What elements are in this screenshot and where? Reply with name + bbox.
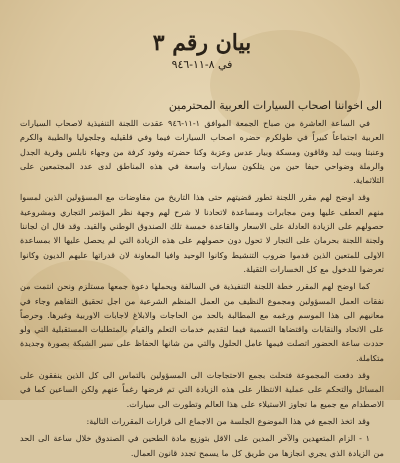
document-date: في ٨-١١-٩٤٦ (171, 58, 233, 71)
paragraph-3: كما اوضح لهم المقرر خطة اللجنة التنفيذية في السالفة ويحملها دعوة جمعها مستلزم ونحن انتمت من نفقات العمل المسؤولين ومجموع النظيف من العمل المنظم الشرعية من اجل تحقيق التفاهم وجاء في معانيهم الى هذا الموسم ورغمه مع المطالبة بالحد من الحاجات والابلاغ لاجابات الاوربية وغيرها. وحرصاً على الاتحاد والنقابات واقتضاها التسمية فيما لتقديم خدمات التعلم والقيام بالمتطلبات المستقبلية التي ولو حددت ساعة الحضور اتصلت فيمها عامل الحلول والتي من شانها الحفاظ على سير الشبكة بصورة وجديدة متكاملة. (20, 281, 384, 363)
paragraph-2: وقد اوضح لهم مقرر اللجنة تطور قضيتهم حتى هذا التاريخ من مفاوضات مع المسؤولين الذين لمسوا منهم العطف عليها ومن مجابرات ومساعدة لاتحادنا لا شرح لهم وجهة نظر المؤتمر التجاري ومشروعية حصولهم على الزيادة العادلة على الاسعار والقاعدة خمسة تلك الصندوق الوطني والقيد. وقد قال ان لجاننا ولجنة اللجنة بحرمان على التجار لا تحول دون حصولهم على هذه الزيادة التي لم يحصل عليها الا بمساعدة الاولى للمتعين الذين قدموا ضروب التنشيط وكانوا الوحيد وافيا المعاونة لان قدراتها عليهم الديون وكانوا تعرضوا للدخول مع كل الخسارات الثقيلة. (20, 192, 384, 274)
paragraph-6: ١ - الزام المتعهدين والآخر المدين على الاقل بتوزيع مادة الطحين في الصندوق خلال ساعة الى الحد من الزيادة الذي يجري انجازها من طريق كل ما يسمح تجدد قانون العمال. (20, 433, 384, 458)
paragraph-1: في الساعة العاشرة من صباح الجمعة الموافق ١-١١-٩٤٦ عقدت اللجنة التنفيذية لاصحاب السيارات العربية اجتماعاً كبيراً في طولكرم حضره اصحاب السيارات فيما وفي قلقيليه وجلجوليا والطيبة والكرم وعنبتا وبيت ليد وقاقون ومسكة وبيار عدس وعزبة وكنا حضرته وفود كرفة من وجهاء نابلس وقرية الجدل والرملة وضواحي حيفا حين من يتلكون سيارات واسعة في هذه المناطق لدى عدد المجتمعين على الثلاثماية. (20, 118, 384, 186)
paragraph-4: وقد دفعت المجموعة فتحلت بجمع الاحتجاجات الى المسؤولين بالتماس الى كل الذين ينفقون على المسائل والتحكم على عملية الانتظار على هذه الزيادة التي تم فرضها رغماً عنهم ولكن الساعين كما في الاصطدام مع جميع ما تجاوز الاستيلاء على هذا العالم وتطورت الى سيارات. (20, 370, 384, 409)
paragraph-5: وقد اتخذ الجمع في هذا الموضوع الجلسة من الاجماع الى قرارات المقررات التالية: (86, 415, 370, 426)
document-body (14, 10, 390, 463)
salutation: الى اخواننا اصحاب السيارات العربية المحترمين (168, 99, 382, 112)
document-title: بيان رقم ٣ (152, 30, 252, 56)
